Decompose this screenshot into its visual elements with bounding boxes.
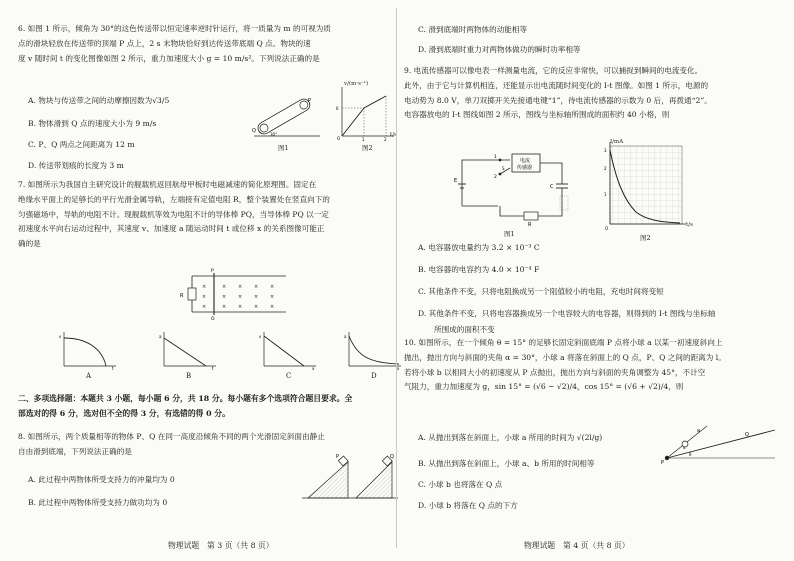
svg-text:1: 1 <box>494 155 497 160</box>
svg-text:2: 2 <box>384 137 387 142</box>
q7-graph-c <box>258 330 318 370</box>
q9-fig2-caption: 图2 <box>640 234 651 242</box>
q9-fig2-ylabel: I/mA <box>610 139 624 145</box>
q10-option-c: C. 小球 b 也将落在 Q 点 <box>418 480 503 489</box>
q7-graph-d <box>343 330 403 370</box>
svg-text:P: P <box>211 269 214 274</box>
svg-text:×: × <box>202 304 207 310</box>
svg-text:R: R <box>528 222 532 228</box>
svg-text:×: × <box>254 294 259 300</box>
svg-text:×: × <box>254 284 259 290</box>
conveyor-belt-figure <box>250 92 322 140</box>
question-8-line-2: 自由滑到底端，下列说法正确的是 <box>18 446 132 456</box>
q7-label-d: D <box>371 372 377 380</box>
q9-fig2-xlabel: t/s <box>686 222 693 228</box>
q9-fig1-caption: 图1 <box>504 230 515 238</box>
q6-option-a: A. 物块与传送带之间的动摩擦因数为√3/5 <box>28 96 170 105</box>
projectile-slope-figure <box>659 418 779 466</box>
svg-text:2: 2 <box>604 166 607 171</box>
inclined-planes-figure <box>300 452 400 502</box>
q10-option-d: D. 小球 b 将落在 Q 点的下方 <box>418 501 518 510</box>
question-6 <box>18 22 331 66</box>
q6-fig2-caption: 图2 <box>362 144 373 152</box>
svg-text:O: O <box>337 136 341 141</box>
question-10-line-2: 抛出，抛出方向与斜面的夹角 α = 30°，小球 a 将落在斜面上的 Q 点，P、Q 之间的距离为 l。 <box>404 352 726 362</box>
q8-option-c: C. 滑到底端时两物体的动能相等 <box>418 25 528 34</box>
svg-text:E: E <box>454 178 458 184</box>
question-9 <box>404 64 712 123</box>
svg-text:×: × <box>222 284 227 290</box>
q7-label-b: B <box>186 372 192 380</box>
q6-option-c: C. P、Q 两点之间距离为 12 m <box>28 140 135 149</box>
question-6-line-1: 6. 如图 1 所示，倾角为 30°的这色传送带以恒定速率逆时针运行，将一质量为 m 的可视为质 <box>18 24 331 33</box>
question-10-line-4: 气阻力，重力加速度为 g，sin 15° = (√6 − √2)/4，cos 15° = (√6 + √2)/4，则 <box>404 382 684 392</box>
question-7 <box>18 178 330 252</box>
svg-text:a: a <box>159 334 162 339</box>
section-2-line-2: 部选对的得 6 分，选对但不全的得 3 分，有选错的得 0 分。 <box>18 409 230 418</box>
sensor-label-line-2: 传感器 <box>517 165 533 171</box>
q7-label-a: A <box>86 372 92 380</box>
svg-text:Q: Q <box>252 128 256 134</box>
q10-label-p: P <box>661 460 665 466</box>
q8-option-a: A. 此过程中两物体所受支持力的冲量均为 0 <box>28 475 175 484</box>
svg-text:α: α <box>683 445 686 450</box>
svg-text:x: x <box>397 366 400 370</box>
svg-text:×: × <box>270 284 275 290</box>
q6-fig1-caption: 图1 <box>278 144 289 152</box>
svg-text:t: t <box>212 366 214 370</box>
question-9-line-2: 此外，由于它与计算机相连，还能显示出电流随时间变化的 I-t 图像。如图 1 所示，电源的 <box>404 80 709 90</box>
svg-text:Q: Q <box>211 317 215 320</box>
q10-label-q: Q <box>745 432 749 438</box>
question-6-line-3: 度 v 随时间 t 的变化图像如图 2 所示，重力加速度大小 g = 10 m/s²。下列说法正确的是 <box>18 53 320 63</box>
svg-text:×: × <box>270 304 275 310</box>
svg-text:C: C <box>550 184 554 190</box>
q10-option-b: B. 从抛出到落在斜面上，小球 a、b 所用的时间相等 <box>418 459 595 468</box>
right-page-footer: 物理试题 第 4 页（共 8 页） <box>524 541 630 550</box>
svg-text:1: 1 <box>362 137 365 142</box>
sensor-label-line-1: 电流 <box>520 158 531 164</box>
question-7-line-1: 7. 如图所示为我国自主研究设计的舰载机返回航母甲板时电磁减速的简化原理图。固定在 <box>18 180 317 189</box>
left-page-footer: 物理试题 第 3 页（共 8 页） <box>168 541 274 550</box>
question-9-line-3: 电动势为 8.0 V，单刀双掷开关先接通电键“1”，待电流传感器的示数为 0 后，再拨通“2”。 <box>404 95 712 105</box>
svg-text:×: × <box>202 294 207 300</box>
question-7-line-3: 匀强磁场中，导轨的电阻不计。现舰载机等效为电阻不计的导体棒 PQ，当导体棒 PQ 以一定 <box>18 209 329 219</box>
question-7-line-2: 绝缘水平面上的足够长的平行光滑金属导轨，左端接有定值电阻 R，整个装置处在竖直向下的 <box>18 194 330 204</box>
svg-text:S: S <box>502 166 505 171</box>
q7-graph-a <box>58 330 118 370</box>
q8-option-d: D. 滑到底端时重力对两物体做功的瞬时功率相等 <box>418 45 581 54</box>
q6-option-b: B. 物体滑到 Q 点的速度大小为 9 m/s <box>28 119 157 128</box>
left-page <box>18 0 398 561</box>
svg-text:P: P <box>308 98 312 104</box>
svg-text:×: × <box>238 294 243 300</box>
svg-text:6: 6 <box>336 106 339 111</box>
q9-option-d: D. 其他条件不变，只将电容器换成另一个电容较大的电容器，则得到的 I-t 图线与坐标轴 <box>418 309 716 318</box>
q8-label-q: Q <box>390 454 394 460</box>
svg-text:×: × <box>202 284 207 290</box>
q6-fig2-xlabel: t/s <box>390 132 397 138</box>
q6-fig2-ylabel: v/(m·s⁻¹) <box>344 81 369 87</box>
q8-option-b: B. 此过程中两物体所受支持力做功均为 0 <box>28 498 168 507</box>
question-7-line-5: 确的是 <box>18 239 41 249</box>
q6-option-d: D. 传送带划痕的长度为 3 m <box>28 161 124 170</box>
it-graph <box>600 140 688 232</box>
svg-text:x: x <box>312 366 315 370</box>
svg-text:×: × <box>238 284 243 290</box>
svg-text:×: × <box>254 304 259 310</box>
svg-text:R: R <box>180 293 184 299</box>
question-8-line-1: 8. 如图所示，两个质量相等的物体 P、Q 在同一高度沿倾角不同的两个光滑固定斜面由静止 <box>18 432 325 441</box>
question-6-line-2: 点的滑块轻放在传送带的顶端 P 点上，2 s 末物块恰好到达传送带底端 Q 点。物块的速 <box>18 38 311 48</box>
q9-option-a: A. 电容器放电量约为 3.2 × 10⁻³ C <box>418 243 540 252</box>
q9-option-d-cont: 所围成的面积不变 <box>434 325 495 334</box>
svg-text:v: v <box>59 334 62 339</box>
svg-text:×: × <box>270 294 275 300</box>
q7-graph-b <box>158 330 218 370</box>
question-10 <box>404 336 726 395</box>
q7-label-c: C <box>286 372 292 380</box>
q10-option-a: A. 从抛出到落在斜面上，小球 a 所用的时间为 √(2l/g) <box>418 433 603 442</box>
question-10-line-3: 若将小球 b 以相同大小的初速度从 P 点抛出，抛出方向与斜面的夹角调整为 45°，不计空 <box>404 367 706 377</box>
question-9-line-4: 电容器放电的 I-t 图线如图 2 所示，图线与坐标轴所围成的面积约 40 小格，则 <box>404 110 670 120</box>
svg-text:a: a <box>344 334 347 339</box>
svg-text:2: 2 <box>494 175 497 180</box>
svg-text:×: × <box>222 304 227 310</box>
q8-label-p: P <box>336 454 340 460</box>
svg-text:v: v <box>259 334 262 339</box>
svg-text:θ: θ <box>689 452 692 457</box>
q10-label-a: a <box>697 428 701 434</box>
question-10-line-1: 10. 如图所示，在一个倾角 θ = 15° 的足够长固定斜面底端 P 点将小球 a 以某一初速度斜向上 <box>404 338 723 347</box>
svg-text:×: × <box>238 304 243 310</box>
q9-option-b: B. 电容器的电容约为 4.0 × 10⁻⁴ F <box>418 265 540 274</box>
section-2-heading <box>18 391 352 421</box>
question-7-line-4: 初速度水平向右运动过程中，其速度 v、加速度 a 随运动时间 t 或位移 x 的关系图像可能正 <box>18 224 325 234</box>
svg-text:t: t <box>112 366 114 370</box>
svg-text:O: O <box>605 226 609 231</box>
svg-text:30°: 30° <box>270 132 278 137</box>
vt-graph <box>334 84 396 142</box>
svg-text:3: 3 <box>604 148 607 153</box>
rail-magnetic-field-figure <box>178 268 288 320</box>
q9-option-c: C. 其他条件不变，只将电阻换成另一个阻值较小的电阻，充电时间将变短 <box>418 287 664 296</box>
section-2-line-1: 二、多项选择题：本题共 3 小题，每小题 6 分，共 18 分。每小题有多个选项符合题目要求。全 <box>18 394 353 403</box>
right-page <box>404 0 784 561</box>
page-divider <box>396 8 397 548</box>
svg-text:1: 1 <box>604 192 607 197</box>
question-9-line-1: 9. 电流传感器可以像电表一样测量电流，它的反应非常快，可以捕捉到瞬间的电流变化。 <box>404 66 703 75</box>
svg-text:×: × <box>222 294 227 300</box>
question-8 <box>18 430 325 460</box>
circuit-figure <box>454 146 574 228</box>
